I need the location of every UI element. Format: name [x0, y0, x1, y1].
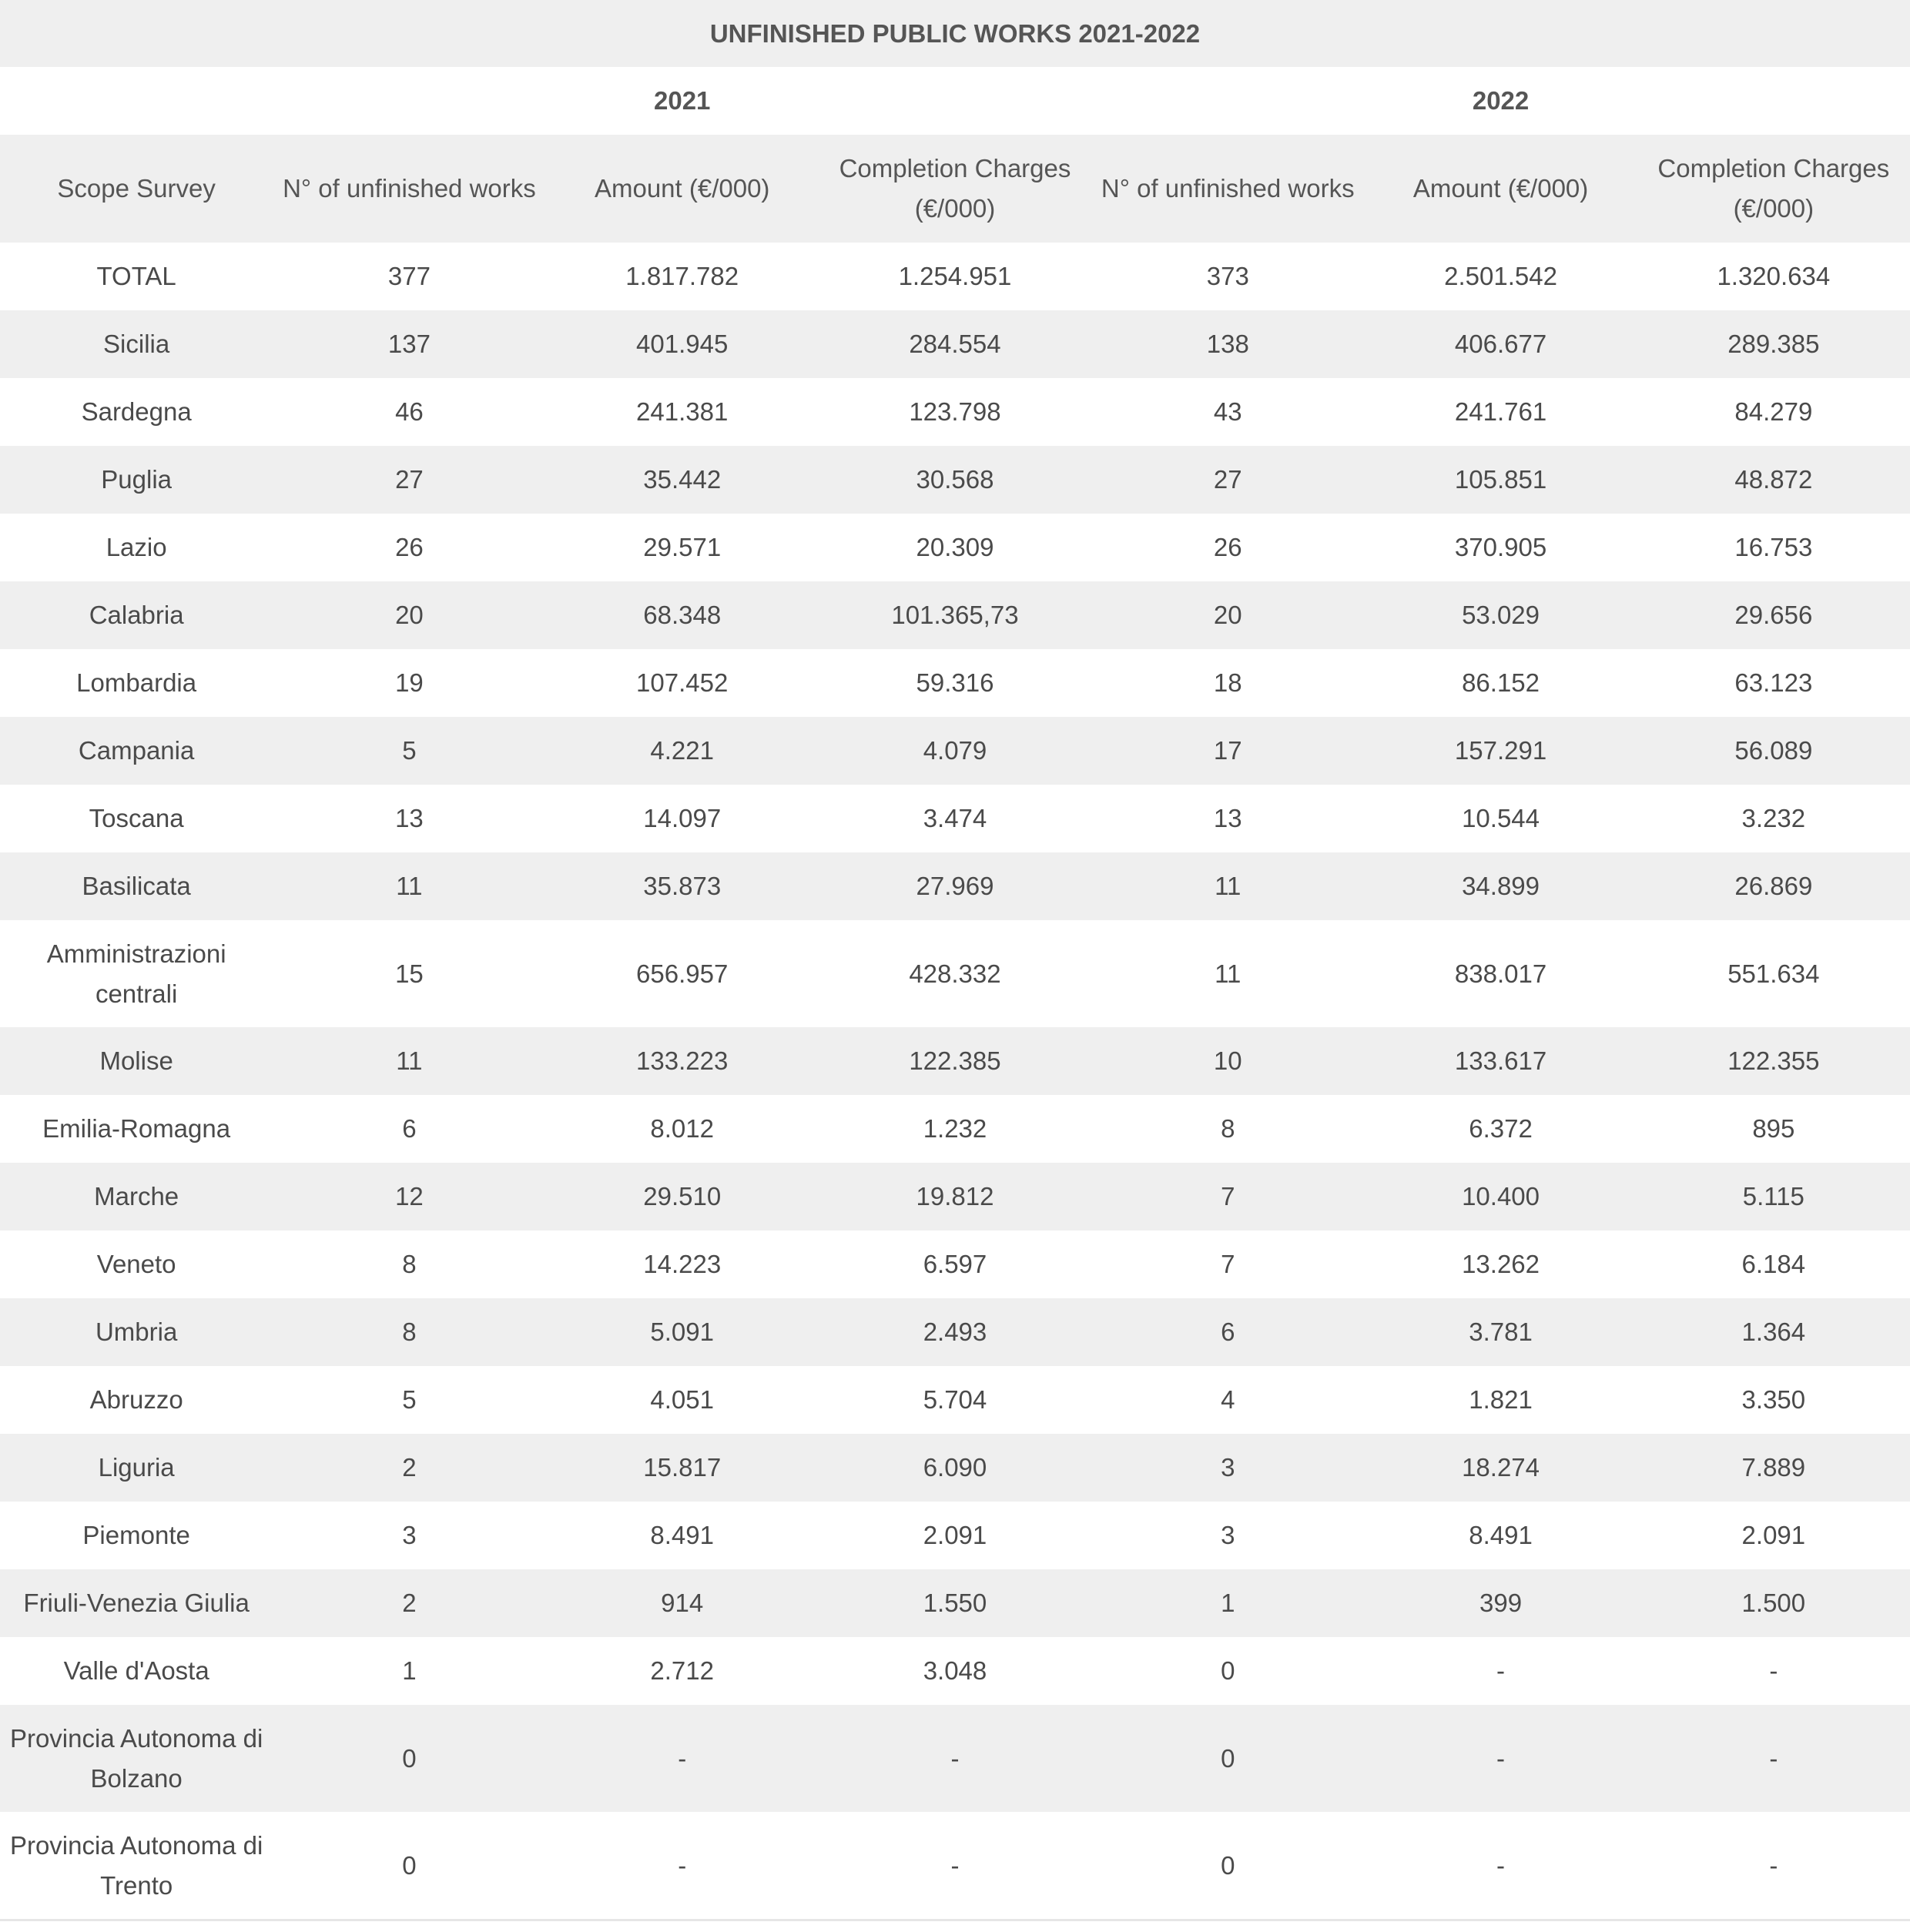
cell-charges-2022: 122.355: [1637, 1027, 1910, 1095]
cell-amount-2022: 133.617: [1364, 1027, 1637, 1095]
cell-amount-2021: 35.442: [546, 446, 819, 514]
cell-amount-2021: 14.097: [546, 785, 819, 852]
cell-charges-2022: 16.753: [1637, 514, 1910, 581]
table-row: [0, 1812, 1910, 1920]
cell-charges-2021: 27.969: [819, 852, 1091, 920]
cell-amount-2021: -: [546, 1705, 819, 1812]
table-row: [0, 581, 1910, 649]
table-title-row: [0, 0, 1910, 67]
cell-charges-2021: 59.316: [819, 649, 1091, 717]
cell-charges-2022: 3.350: [1637, 1366, 1910, 1434]
cell-count-2021: 3: [273, 1502, 545, 1569]
cell-count-2022: 1: [1091, 1569, 1364, 1637]
table-row: [0, 649, 1910, 717]
cell-amount-2021: 401.945: [546, 310, 819, 378]
cell-charges-2022: 2.091: [1637, 1502, 1910, 1569]
cell-amount-2021: 241.381: [546, 378, 819, 446]
cell-charges-2021: 3.048: [819, 1637, 1091, 1705]
cell-amount-2022: 157.291: [1364, 717, 1637, 785]
cell-count-2021: 20: [273, 581, 545, 649]
table-row: [0, 310, 1910, 378]
cell-count-2022: 11: [1091, 852, 1364, 920]
column-header-count-2022: N° of unfinished works: [1091, 135, 1364, 243]
column-header-row: [0, 135, 1910, 243]
cell-count-2021: 0: [273, 1812, 545, 1920]
column-header-amount-2022: Amount (€/000): [1364, 135, 1637, 243]
column-header-count-2021: N° of unfinished works: [273, 135, 545, 243]
cell-charges-2021: 2.091: [819, 1502, 1091, 1569]
cell-charges-2021: 1.254.951: [819, 243, 1091, 310]
cell-amount-2021: 107.452: [546, 649, 819, 717]
cell-charges-2022: 289.385: [1637, 310, 1910, 378]
cell-scope: Molise: [0, 1027, 273, 1095]
cell-count-2022: 17: [1091, 717, 1364, 785]
column-header-amount-2021: Amount (€/000): [546, 135, 819, 243]
cell-scope: Basilicata: [0, 852, 273, 920]
cell-charges-2021: 284.554: [819, 310, 1091, 378]
cell-count-2021: 15: [273, 920, 545, 1027]
table-row: [0, 446, 1910, 514]
cell-count-2021: 8: [273, 1231, 545, 1298]
cell-count-2021: 1: [273, 1637, 545, 1705]
cell-count-2021: 5: [273, 717, 545, 785]
cell-charges-2021: 19.812: [819, 1163, 1091, 1231]
cell-charges-2022: -: [1637, 1705, 1910, 1812]
cell-count-2021: 27: [273, 446, 545, 514]
cell-charges-2021: 122.385: [819, 1027, 1091, 1095]
column-header-charges-2022: Completion Charges (€/000): [1637, 135, 1910, 243]
column-header-scope: Scope Survey: [0, 135, 273, 243]
cell-amount-2022: 53.029: [1364, 581, 1637, 649]
cell-charges-2022: 1.320.634: [1637, 243, 1910, 310]
cell-charges-2021: 5.704: [819, 1366, 1091, 1434]
cell-amount-2021: 15.817: [546, 1434, 819, 1502]
cell-amount-2021: 14.223: [546, 1231, 819, 1298]
cell-charges-2022: -: [1637, 1637, 1910, 1705]
cell-amount-2022: 10.400: [1364, 1163, 1637, 1231]
table-row: [0, 1705, 1910, 1812]
table-row: [0, 852, 1910, 920]
cell-scope: Amministrazioni centrali: [0, 920, 273, 1027]
cell-scope: Marche: [0, 1163, 273, 1231]
table-row: [0, 1027, 1910, 1095]
cell-count-2021: 137: [273, 310, 545, 378]
cell-scope: Calabria: [0, 581, 273, 649]
cell-amount-2022: 2.501.542: [1364, 243, 1637, 310]
cell-scope: Provincia Autonoma di Bolzano: [0, 1705, 273, 1812]
cell-charges-2022: 84.279: [1637, 378, 1910, 446]
cell-scope: Provincia Autonoma di Trento: [0, 1812, 273, 1920]
cell-amount-2022: 34.899: [1364, 852, 1637, 920]
cell-scope: Lombardia: [0, 649, 273, 717]
cell-scope: Umbria: [0, 1298, 273, 1366]
cell-amount-2021: 8.012: [546, 1095, 819, 1163]
cell-amount-2022: -: [1364, 1812, 1637, 1920]
column-header-charges-2021: Completion Charges (€/000): [819, 135, 1091, 243]
cell-charges-2022: 48.872: [1637, 446, 1910, 514]
cell-count-2022: 8: [1091, 1095, 1364, 1163]
cell-count-2021: 2: [273, 1434, 545, 1502]
cell-amount-2022: 241.761: [1364, 378, 1637, 446]
cell-amount-2022: 1.821: [1364, 1366, 1637, 1434]
table-row: [0, 1366, 1910, 1434]
cell-count-2022: 11: [1091, 920, 1364, 1027]
cell-amount-2022: 399: [1364, 1569, 1637, 1637]
cell-amount-2021: 656.957: [546, 920, 819, 1027]
table-title: UNFINISHED PUBLIC WORKS 2021-2022: [0, 0, 1910, 67]
cell-count-2022: 26: [1091, 514, 1364, 581]
cell-charges-2022: 3.232: [1637, 785, 1910, 852]
year-spacer: [0, 67, 273, 135]
cell-amount-2022: 86.152: [1364, 649, 1637, 717]
cell-scope: Campania: [0, 717, 273, 785]
cell-count-2022: 7: [1091, 1163, 1364, 1231]
cell-scope: Lazio: [0, 514, 273, 581]
cell-count-2022: 0: [1091, 1812, 1364, 1920]
cell-scope: Liguria: [0, 1434, 273, 1502]
cell-amount-2021: 5.091: [546, 1298, 819, 1366]
cell-count-2021: 2: [273, 1569, 545, 1637]
table-row: [0, 717, 1910, 785]
cell-scope: Sicilia: [0, 310, 273, 378]
table-row: [0, 1434, 1910, 1502]
cell-scope: Sardegna: [0, 378, 273, 446]
cell-charges-2022: 63.123: [1637, 649, 1910, 717]
cell-count-2021: 19: [273, 649, 545, 717]
table-row: [0, 1095, 1910, 1163]
cell-amount-2021: -: [546, 1812, 819, 1920]
table-row: [0, 1231, 1910, 1298]
cell-count-2021: 11: [273, 1027, 545, 1095]
cell-amount-2022: -: [1364, 1637, 1637, 1705]
cell-count-2022: 3: [1091, 1434, 1364, 1502]
cell-count-2021: 6: [273, 1095, 545, 1163]
cell-count-2021: 11: [273, 852, 545, 920]
cell-scope: Toscana: [0, 785, 273, 852]
cell-count-2022: 0: [1091, 1637, 1364, 1705]
cell-count-2021: 8: [273, 1298, 545, 1366]
cell-scope: TOTAL: [0, 243, 273, 310]
cell-charges-2021: 3.474: [819, 785, 1091, 852]
table-row: [0, 785, 1910, 852]
cell-count-2022: 7: [1091, 1231, 1364, 1298]
table-row: [0, 1502, 1910, 1569]
cell-amount-2022: 13.262: [1364, 1231, 1637, 1298]
cell-charges-2021: 101.365,73: [819, 581, 1091, 649]
cell-charges-2022: 5.115: [1637, 1163, 1910, 1231]
cell-charges-2022: 56.089: [1637, 717, 1910, 785]
cell-count-2022: 6: [1091, 1298, 1364, 1366]
table-row: [0, 243, 1910, 310]
year-2021-header: 2021: [273, 67, 1091, 135]
cell-amount-2022: 10.544: [1364, 785, 1637, 852]
cell-amount-2021: 8.491: [546, 1502, 819, 1569]
cell-amount-2022: 3.781: [1364, 1298, 1637, 1366]
cell-amount-2021: 35.873: [546, 852, 819, 920]
cell-amount-2021: 4.051: [546, 1366, 819, 1434]
cell-charges-2022: 7.889: [1637, 1434, 1910, 1502]
cell-charges-2022: 6.184: [1637, 1231, 1910, 1298]
cell-charges-2021: 428.332: [819, 920, 1091, 1027]
cell-charges-2021: -: [819, 1705, 1091, 1812]
table-row: [0, 1163, 1910, 1231]
cell-count-2021: 12: [273, 1163, 545, 1231]
cell-count-2022: 3: [1091, 1502, 1364, 1569]
cell-amount-2021: 914: [546, 1569, 819, 1637]
cell-amount-2022: -: [1364, 1705, 1637, 1812]
cell-amount-2022: 105.851: [1364, 446, 1637, 514]
cell-charges-2021: 1.550: [819, 1569, 1091, 1637]
cell-count-2022: 13: [1091, 785, 1364, 852]
table-row: [0, 514, 1910, 581]
cell-amount-2021: 68.348: [546, 581, 819, 649]
cell-amount-2021: 2.712: [546, 1637, 819, 1705]
cell-charges-2022: 29.656: [1637, 581, 1910, 649]
cell-count-2022: 43: [1091, 378, 1364, 446]
cell-count-2021: 0: [273, 1705, 545, 1812]
cell-charges-2021: 20.309: [819, 514, 1091, 581]
cell-scope: Valle d'Aosta: [0, 1637, 273, 1705]
table-row: [0, 1637, 1910, 1705]
cell-scope: Puglia: [0, 446, 273, 514]
cell-count-2021: 5: [273, 1366, 545, 1434]
cell-amount-2021: 133.223: [546, 1027, 819, 1095]
cell-count-2021: 26: [273, 514, 545, 581]
year-header-row: [0, 67, 1910, 135]
cell-charges-2021: 6.597: [819, 1231, 1091, 1298]
cell-scope: Emilia-Romagna: [0, 1095, 273, 1163]
cell-scope: Veneto: [0, 1231, 273, 1298]
cell-count-2022: 373: [1091, 243, 1364, 310]
cell-count-2022: 4: [1091, 1366, 1364, 1434]
cell-charges-2022: 26.869: [1637, 852, 1910, 920]
cell-count-2022: 20: [1091, 581, 1364, 649]
cell-charges-2022: -: [1637, 1812, 1910, 1920]
cell-charges-2021: -: [819, 1812, 1091, 1920]
table-row: [0, 920, 1910, 1027]
cell-scope: Abruzzo: [0, 1366, 273, 1434]
cell-amount-2022: 370.905: [1364, 514, 1637, 581]
cell-charges-2022: 1.364: [1637, 1298, 1910, 1366]
cell-charges-2021: 4.079: [819, 717, 1091, 785]
cell-amount-2021: 29.571: [546, 514, 819, 581]
cell-amount-2022: 838.017: [1364, 920, 1637, 1027]
cell-scope: Friuli-Venezia Giulia: [0, 1569, 273, 1637]
table-row: [0, 378, 1910, 446]
cell-amount-2022: 406.677: [1364, 310, 1637, 378]
cell-charges-2021: 2.493: [819, 1298, 1091, 1366]
cell-count-2021: 46: [273, 378, 545, 446]
cell-amount-2022: 8.491: [1364, 1502, 1637, 1569]
cell-amount-2021: 29.510: [546, 1163, 819, 1231]
cell-count-2021: 13: [273, 785, 545, 852]
cell-amount-2021: 1.817.782: [546, 243, 819, 310]
cell-count-2022: 138: [1091, 310, 1364, 378]
cell-count-2022: 0: [1091, 1705, 1364, 1812]
table-row: [0, 1569, 1910, 1637]
cell-charges-2022: 1.500: [1637, 1569, 1910, 1637]
cell-count-2022: 10: [1091, 1027, 1364, 1095]
cell-count-2021: 377: [273, 243, 545, 310]
cell-charges-2021: 1.232: [819, 1095, 1091, 1163]
cell-count-2022: 27: [1091, 446, 1364, 514]
cell-scope: Piemonte: [0, 1502, 273, 1569]
cell-count-2022: 18: [1091, 649, 1364, 717]
table-row: [0, 1298, 1910, 1366]
cell-charges-2022: 551.634: [1637, 920, 1910, 1027]
cell-charges-2021: 30.568: [819, 446, 1091, 514]
year-2022-header: 2022: [1091, 67, 1910, 135]
cell-charges-2021: 6.090: [819, 1434, 1091, 1502]
cell-charges-2022: 895: [1637, 1095, 1910, 1163]
cell-amount-2021: 4.221: [546, 717, 819, 785]
cell-charges-2021: 123.798: [819, 378, 1091, 446]
cell-amount-2022: 18.274: [1364, 1434, 1637, 1502]
cell-amount-2022: 6.372: [1364, 1095, 1637, 1163]
